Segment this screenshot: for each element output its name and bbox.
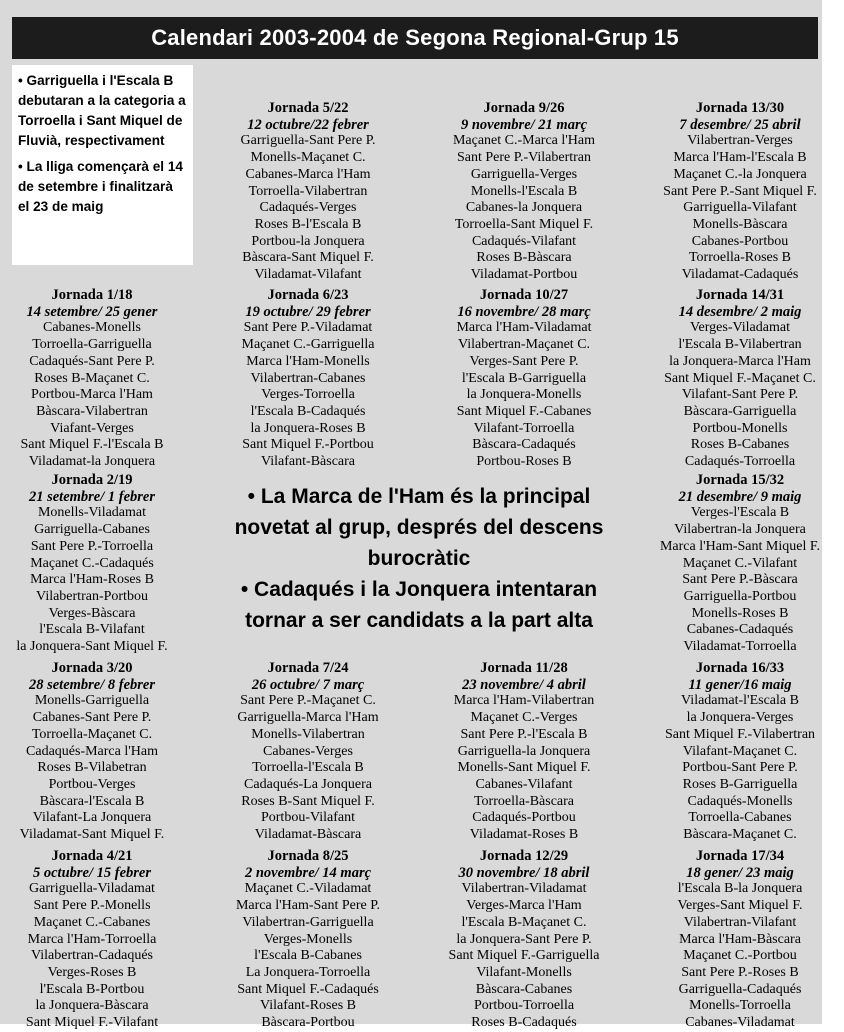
match-fixture: Garriguella-Vilafant bbox=[683, 200, 797, 216]
match-fixture: Vilafant-Sant Pere P. bbox=[681, 387, 799, 403]
match-fixture: Roses B-Vilabetran bbox=[37, 760, 147, 776]
match-fixture: la Jonquera-Sant Miquel F. bbox=[16, 639, 168, 655]
jornada-title: Jornada 13/30 bbox=[695, 100, 785, 116]
match-fixture: Cadaqués-La Jonquera bbox=[244, 776, 372, 792]
intro-point: • Garriguella i l'Escala B debutaran a la categoria a Torroella i Sant Miquel de Fluvià, respectivament bbox=[18, 73, 186, 148]
match-fixture: Vilabertran-Verges bbox=[687, 133, 793, 149]
jornada-dates: 16 novembre/ 28 març bbox=[457, 303, 591, 320]
jornada-title: Jornada 9/26 bbox=[483, 100, 565, 116]
jornada-block bbox=[424, 100, 624, 284]
match-fixture: Portbou-Vilafant bbox=[260, 810, 356, 826]
match-fixture: Maçanet C.-Portbou bbox=[683, 948, 797, 964]
match-fixture: Torroella-l'Escala B bbox=[252, 760, 364, 776]
jornada-block bbox=[208, 660, 408, 844]
match-fixture: Cadaqués-Torroella bbox=[684, 454, 796, 470]
match-fixture: Portbou-la Jonquera bbox=[251, 233, 365, 249]
jornada-dates: 14 setembre/ 25 gener bbox=[26, 303, 158, 320]
jornada-title: Jornada 2/19 bbox=[51, 472, 133, 488]
jornada-dates: 28 setembre/ 8 febrer bbox=[28, 676, 156, 693]
match-fixture: Monells-Sant Miquel F. bbox=[457, 760, 591, 776]
match-fixture: l'Escala B-Vilafant bbox=[39, 622, 145, 638]
match-fixture: Sant Pere P.-l'Escala B bbox=[460, 726, 588, 742]
match-fixture: Vilafant-Maçanet C. bbox=[682, 743, 798, 759]
jornada-dates: 12 octubre/22 febrer bbox=[247, 116, 369, 133]
match-fixture: Cabanes-la Jonquera bbox=[465, 200, 583, 216]
match-fixture: Sant Miquel F.-l'Escala B bbox=[20, 437, 164, 453]
match-fixture: Garriguella-Sant Pere P. bbox=[240, 133, 376, 149]
jornada-title: Jornada 7/24 bbox=[267, 660, 349, 676]
match-fixture: Marca l'Ham-Roses B bbox=[30, 572, 154, 588]
jornada-dates: 30 novembre/ 18 abril bbox=[458, 864, 590, 881]
jornada-dates: 5 octubre/ 15 febrer bbox=[33, 864, 151, 881]
match-fixture: Maçanet C.-Viladamat bbox=[244, 881, 372, 897]
match-fixture: la Jonquera-Roses B bbox=[250, 420, 366, 436]
match-fixture: l'Escala B-Vilabertran bbox=[678, 337, 802, 353]
match-fixture: Torroella-Maçanet C. bbox=[31, 726, 153, 742]
match-fixture: Monells-Maçanet C. bbox=[250, 150, 366, 166]
match-fixture: Vilafant-Monells bbox=[476, 964, 572, 980]
jornada-block bbox=[640, 848, 840, 1032]
match-fixture: Monells-l'Escala B bbox=[470, 183, 578, 199]
match-fixture: Bàscara-l'Escala B bbox=[39, 793, 145, 809]
match-fixture: Marca l'Ham-Sant Miquel F. bbox=[659, 538, 821, 554]
match-fixture: Vilabertran-Cadaqués bbox=[31, 948, 153, 964]
match-fixture: Sant Miquel F.-Vilafant bbox=[25, 1015, 159, 1031]
headline-point: • Cadaqués i la Jonquera intentaran tornar a ser candidats a la part alta bbox=[240, 578, 598, 632]
match-fixture: Torroella-Bàscara bbox=[473, 793, 575, 809]
jornada-block bbox=[640, 660, 840, 844]
match-fixture: Vilafant-La Jonquera bbox=[32, 810, 152, 826]
match-fixture: Marca l'Ham-l'Escala B bbox=[673, 150, 807, 166]
jornada-dates: 26 octubre/ 7 març bbox=[251, 676, 365, 693]
jornada-title: Jornada 17/34 bbox=[695, 848, 785, 864]
jornada-dates: 18 gener/ 23 maig bbox=[686, 864, 794, 881]
match-fixture: Cabanes-Monells bbox=[43, 320, 141, 336]
match-fixture: Torroella-Vilabertran bbox=[248, 183, 368, 199]
match-fixture: Bàscara-Garriguella bbox=[683, 403, 797, 419]
jornada-title: Jornada 14/31 bbox=[695, 287, 785, 303]
match-fixture: Viladamat-Bàscara bbox=[254, 827, 362, 843]
jornada-title: Jornada 11/28 bbox=[480, 660, 568, 676]
match-fixture: Bàscara-Cadaqués bbox=[472, 437, 576, 453]
match-fixture: Cabanes-Marca l'Ham bbox=[245, 166, 371, 182]
match-fixture: Monells-Torroella bbox=[689, 998, 791, 1014]
match-fixture: Sant Miquel F.-Maçanet C. bbox=[664, 370, 816, 386]
match-fixture: Torroella-Garriguella bbox=[32, 337, 152, 353]
match-fixture: Sant Miquel F.-Vilabertran bbox=[664, 726, 816, 742]
match-fixture: Monells-Roses B bbox=[691, 605, 789, 621]
match-fixture: l'Escala B-la Jonquera bbox=[677, 881, 803, 897]
match-fixture: Portbou-Monells bbox=[692, 420, 788, 436]
jornada-title: Jornada 3/20 bbox=[51, 660, 133, 676]
match-fixture: la Jonquera-Sant Pere P. bbox=[456, 931, 592, 947]
match-fixture: Roses B-Cabanes bbox=[690, 437, 790, 453]
jornada-title: Jornada 15/32 bbox=[695, 472, 785, 488]
jornada-block bbox=[424, 660, 624, 844]
match-fixture: Cadaqués-Monells bbox=[687, 793, 793, 809]
match-fixture: Sant Miquel F.-Cadaqués bbox=[237, 981, 379, 997]
jornada-block bbox=[0, 287, 192, 471]
jornada-dates: 11 gener/16 maig bbox=[688, 676, 792, 693]
jornada-block bbox=[208, 848, 408, 1032]
match-fixture: Vilabertran-Maçanet C. bbox=[457, 337, 591, 353]
jornada-title: Jornada 16/33 bbox=[695, 660, 785, 676]
match-fixture: Roses B-Bàscara bbox=[476, 250, 572, 266]
jornada-block bbox=[640, 287, 840, 471]
jornada-title: Jornada 10/27 bbox=[479, 287, 569, 303]
match-fixture: Maçanet C.-la Jonquera bbox=[673, 166, 807, 182]
match-fixture: Cadaqués-Portbou bbox=[472, 810, 576, 826]
match-fixture: Viladamat-la Jonquera bbox=[28, 454, 156, 470]
match-fixture: Verges-Roses B bbox=[47, 964, 137, 980]
match-fixture: Monells-Vilabertran bbox=[251, 726, 365, 742]
match-fixture: Garriguella-Viladamat bbox=[29, 881, 155, 897]
match-fixture: Sant Pere P.-Maçanet C. bbox=[240, 693, 376, 709]
jornada-block bbox=[208, 100, 408, 284]
match-fixture: Portbou-Marca l'Ham bbox=[31, 387, 153, 403]
match-fixture: Bàscara-Vilabertran bbox=[36, 403, 148, 419]
match-fixture: Garriguella-Portbou bbox=[683, 588, 797, 604]
match-fixture: Bàscara-Maçanet C. bbox=[683, 827, 797, 843]
match-fixture: Viladamat-Vilafant bbox=[254, 267, 362, 283]
match-fixture: Portbou-Torroella bbox=[473, 998, 575, 1014]
match-fixture: Viafant-Verges bbox=[50, 420, 134, 436]
jornada-block bbox=[0, 848, 192, 1032]
match-fixture: Verges-Sant Miquel F. bbox=[677, 898, 803, 914]
headline-box bbox=[232, 481, 606, 641]
match-fixture: Marca l'Ham-Sant Pere P. bbox=[235, 898, 381, 914]
match-fixture: Marca l'Ham-Torroella bbox=[27, 931, 157, 947]
match-fixture: Viladamat-l'Escala B bbox=[681, 693, 799, 709]
match-fixture: Vilabertran-Portbou bbox=[36, 588, 148, 604]
match-fixture: Cabanes-Viladamat bbox=[685, 1015, 795, 1031]
match-fixture: Maçanet C.-Verges bbox=[470, 710, 578, 726]
match-fixture: Monells-Bàscara bbox=[692, 216, 788, 232]
jornada-block bbox=[640, 100, 840, 284]
match-fixture: Viladamat-Cadaqués bbox=[681, 267, 799, 283]
match-fixture: Bàscara-Cabanes bbox=[475, 981, 573, 997]
match-fixture: Torroella-Cabanes bbox=[688, 810, 792, 826]
match-fixture: Vilabertran-Garriguella bbox=[242, 914, 374, 930]
match-fixture: l'Escala B-Cadaqués bbox=[250, 403, 366, 419]
match-fixture: Roses B-Maçanet C. bbox=[34, 370, 150, 386]
match-fixture: la Jonquera-Monells bbox=[466, 387, 582, 403]
match-fixture: Verges-l'Escala B bbox=[690, 505, 790, 521]
page-title: Calendari 2003-2004 de Segona Regional-Grup 15 bbox=[12, 17, 818, 59]
jornada-dates: 14 desembre/ 2 maig bbox=[678, 303, 802, 320]
match-fixture: la Jonquera-Marca l'Ham bbox=[669, 353, 811, 369]
match-fixture: Cadaqués-Sant Pere P. bbox=[29, 353, 155, 369]
match-fixture: Cabanes-Vilafant bbox=[475, 776, 573, 792]
match-fixture: Maçanet C.-Vilafant bbox=[682, 555, 798, 571]
match-fixture: Cadaqués-Verges bbox=[259, 200, 357, 216]
jornada-dates: 21 desembre/ 9 maig bbox=[678, 488, 802, 505]
match-fixture: Viladamat-Sant Miquel F. bbox=[19, 827, 165, 843]
jornada-block bbox=[0, 660, 192, 844]
match-fixture: Roses B-Sant Miquel F. bbox=[241, 793, 375, 809]
match-fixture: Viladamat-Portbou bbox=[470, 267, 578, 283]
match-fixture: Monells-Garriguella bbox=[34, 693, 150, 709]
match-fixture: Marca l'Ham-Vilabertran bbox=[453, 693, 595, 709]
match-fixture: Vilabertran-Cabanes bbox=[250, 370, 366, 386]
intro-box bbox=[12, 65, 193, 265]
match-fixture: Portbou-Sant Pere P. bbox=[682, 760, 798, 776]
match-fixture: Cabanes-Portbou bbox=[691, 233, 789, 249]
intro-point: • La lliga començarà el 14 de setembre i finalitzarà el 23 de maig bbox=[18, 159, 183, 214]
jornada-title: Jornada 12/29 bbox=[479, 848, 569, 864]
headline-point: • La Marca de l'Ham és la principal novetat al grup, després del descens burocràtic bbox=[234, 485, 604, 570]
jornada-title: Jornada 5/22 bbox=[267, 100, 349, 116]
match-fixture: la Jonquera-Verges bbox=[686, 710, 794, 726]
jornada-title: Jornada 8/25 bbox=[267, 848, 349, 864]
jornada-dates: 23 novembre/ 4 abril bbox=[462, 676, 586, 693]
match-fixture: l'Escala B-Garriguella bbox=[461, 370, 587, 386]
match-fixture: Verges-Bàscara bbox=[48, 605, 136, 621]
match-fixture: Bàscara-Sant Miquel F. bbox=[242, 250, 374, 266]
match-fixture: Roses B-Garriguella bbox=[682, 776, 798, 792]
match-fixture: Viladamat-Torroella bbox=[683, 639, 797, 655]
match-fixture: Sant Pere P.-Monells bbox=[33, 898, 151, 914]
match-fixture: Bàscara-Portbou bbox=[261, 1015, 355, 1031]
match-fixture: Roses B-l'Escala B bbox=[254, 216, 362, 232]
match-fixture: l'Escala B-Maçanet C. bbox=[461, 914, 587, 930]
match-fixture: Cabanes-Verges bbox=[263, 743, 353, 759]
match-fixture: Marca l'Ham-Bàscara bbox=[679, 931, 801, 947]
jornada-title: Jornada 6/23 bbox=[267, 287, 349, 303]
match-fixture: Sant Miquel F.-Cabanes bbox=[456, 403, 592, 419]
match-fixture: Cadaqués-Vilafant bbox=[471, 233, 577, 249]
match-fixture: Marca l'Ham-Viladamat bbox=[456, 320, 592, 336]
match-fixture: Vilabertran-Vilafant bbox=[683, 914, 797, 930]
jornada-block bbox=[424, 848, 624, 1032]
match-fixture: Garriguella-Cadaqués bbox=[678, 981, 802, 997]
match-fixture: Cadaqués-Marca l'Ham bbox=[26, 743, 158, 759]
jornada-block bbox=[208, 287, 408, 471]
match-fixture: Verges-Monells bbox=[263, 931, 353, 947]
match-fixture: Verges-Torroella bbox=[261, 387, 355, 403]
match-fixture: Maçanet C.-Marca l'Ham bbox=[452, 133, 596, 149]
match-fixture: Vilabertran-Viladamat bbox=[461, 881, 587, 897]
jornada-dates: 19 octubre/ 29 febrer bbox=[245, 303, 371, 320]
match-fixture: Verges-Sant Pere P. bbox=[469, 353, 579, 369]
match-fixture: Vilafant-Torroella bbox=[473, 420, 575, 436]
match-fixture: Verges-Marca l'Ham bbox=[466, 898, 582, 914]
match-fixture: Garriguella-Cabanes bbox=[34, 522, 150, 538]
match-fixture: Sant Pere P.-Bàscara bbox=[682, 572, 798, 588]
jornada-title: Jornada 4/21 bbox=[51, 848, 133, 864]
match-fixture: la Jonquera-Bàscara bbox=[35, 998, 149, 1014]
match-fixture: La Jonquera-Torroella bbox=[245, 964, 371, 980]
jornada-block bbox=[424, 287, 624, 471]
match-fixture: Monells-Viladamat bbox=[37, 505, 147, 521]
match-fixture: Sant Miquel F.-Garriguella bbox=[448, 948, 600, 964]
match-fixture: Sant Miquel F.-Portbou bbox=[242, 437, 374, 453]
match-fixture: Cabanes-Sant Pere P. bbox=[32, 710, 152, 726]
match-fixture: Garriguella-Marca l'Ham bbox=[237, 710, 379, 726]
match-fixture: Garriguella-la Jonquera bbox=[457, 743, 591, 759]
jornada-block bbox=[0, 472, 192, 656]
match-fixture: Roses B-Cadaqués bbox=[471, 1015, 577, 1031]
match-fixture: Verges-Viladamat bbox=[690, 320, 790, 336]
match-fixture: Sant Pere P.-Viladamat bbox=[243, 320, 373, 336]
jornada-dates: 21 setembre/ 1 febrer bbox=[28, 488, 156, 505]
match-fixture: Marca l'Ham-Monells bbox=[246, 353, 370, 369]
match-fixture: Sant Pere P.-Vilabertran bbox=[456, 150, 592, 166]
match-fixture: Maçanet C.-Garriguella bbox=[241, 337, 375, 353]
match-fixture: Sant Pere P.-Sant Miquel F. bbox=[663, 183, 817, 199]
match-fixture: Portbou-Roses B bbox=[476, 454, 572, 470]
jornada-dates: 7 desembre/ 25 abril bbox=[679, 116, 801, 133]
match-fixture: Sant Pere P.-Torroella bbox=[30, 538, 154, 554]
match-fixture: Torroella-Sant Miquel F. bbox=[454, 216, 594, 232]
match-fixture: Maçanet C.-Cadaqués bbox=[30, 555, 154, 571]
match-fixture: Vilafant-Roses B bbox=[260, 998, 356, 1014]
match-fixture: Torroella-Roses B bbox=[688, 250, 792, 266]
match-fixture: Vilafant-Bàscara bbox=[261, 454, 355, 470]
jornada-dates: 2 novembre/ 14 març bbox=[244, 864, 372, 881]
match-fixture: l'Escala B-Portbou bbox=[39, 981, 145, 997]
jornada-dates: 9 novembre/ 21 març bbox=[460, 116, 588, 133]
match-fixture: l'Escala B-Cabanes bbox=[254, 948, 362, 964]
jornada-title: Jornada 1/18 bbox=[51, 287, 133, 303]
match-fixture: Sant Pere P.-Roses B bbox=[681, 964, 799, 980]
match-fixture: Vilabertran-la Jonquera bbox=[674, 522, 806, 538]
match-fixture: Maçanet C.-Cabanes bbox=[33, 914, 151, 930]
match-fixture: Cabanes-Cadaqués bbox=[686, 622, 794, 638]
match-fixture: Viladamat-Roses B bbox=[469, 827, 579, 843]
jornada-block bbox=[640, 472, 840, 656]
match-fixture: Garriguella-Verges bbox=[470, 166, 578, 182]
match-fixture: Portbou-Verges bbox=[48, 776, 136, 792]
